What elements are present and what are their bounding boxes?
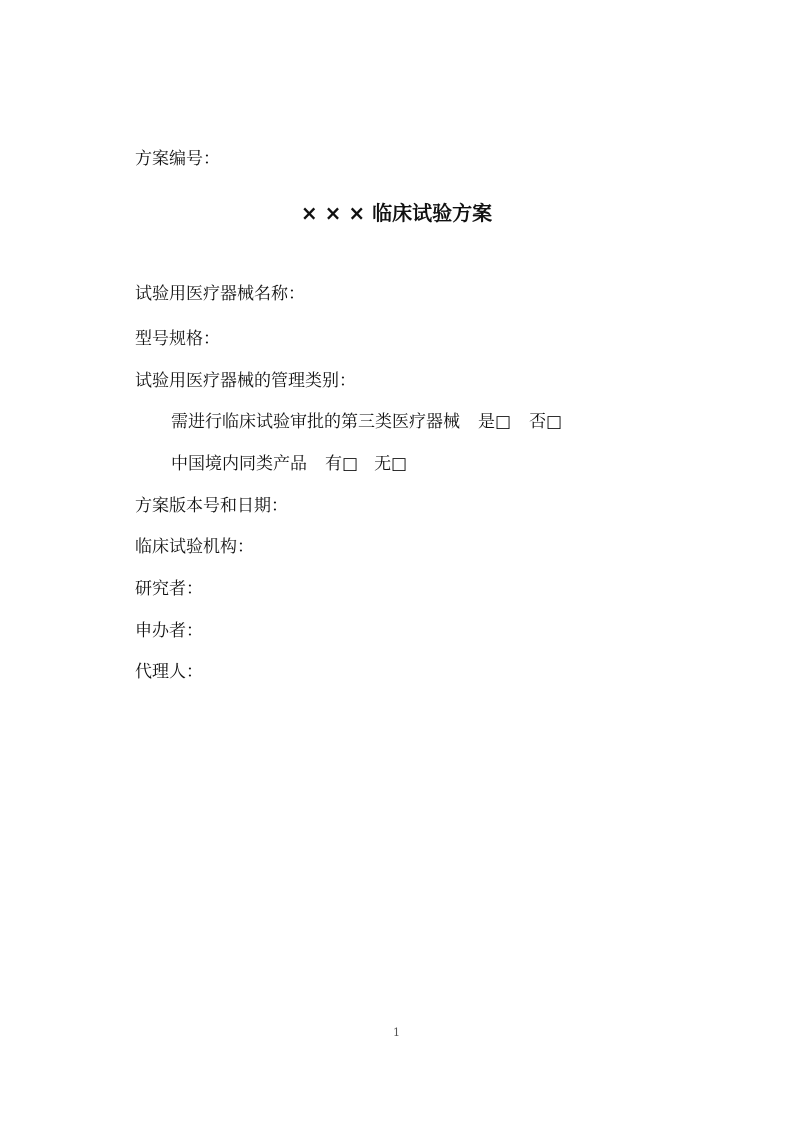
category-option-1-yes-checkbox[interactable]: 是□	[478, 412, 512, 432]
investigator-label: 研究者：	[135, 579, 203, 599]
scheme-number-label: 方案编号：	[135, 149, 220, 169]
category-option-2-has-checkbox[interactable]: 有□	[325, 454, 359, 474]
category-option-1-no-checkbox[interactable]: 否□	[529, 412, 563, 432]
category-option-2-text: 中国境内同类产品	[171, 454, 307, 474]
institution-label: 临床试验机构：	[135, 537, 254, 557]
model-spec-label: 型号规格：	[135, 329, 220, 349]
page-number: 1	[393, 1026, 400, 1039]
document-title: × × × 临床试验方案	[300, 201, 493, 225]
category-option-1-text: 需进行临床试验审批的第三类医疗器械	[171, 412, 460, 432]
device-name-label: 试验用医疗器械名称：	[135, 284, 305, 304]
agent-label: 代理人：	[135, 662, 203, 682]
category-option-2-row	[171, 453, 407, 475]
management-category-label: 试验用医疗器械的管理类别：	[135, 371, 356, 391]
category-option-1-row	[171, 411, 562, 433]
category-option-2-none-checkbox[interactable]: 无□	[374, 454, 408, 474]
version-date-label: 方案版本号和日期：	[135, 496, 288, 516]
sponsor-label: 申办者：	[135, 621, 203, 641]
